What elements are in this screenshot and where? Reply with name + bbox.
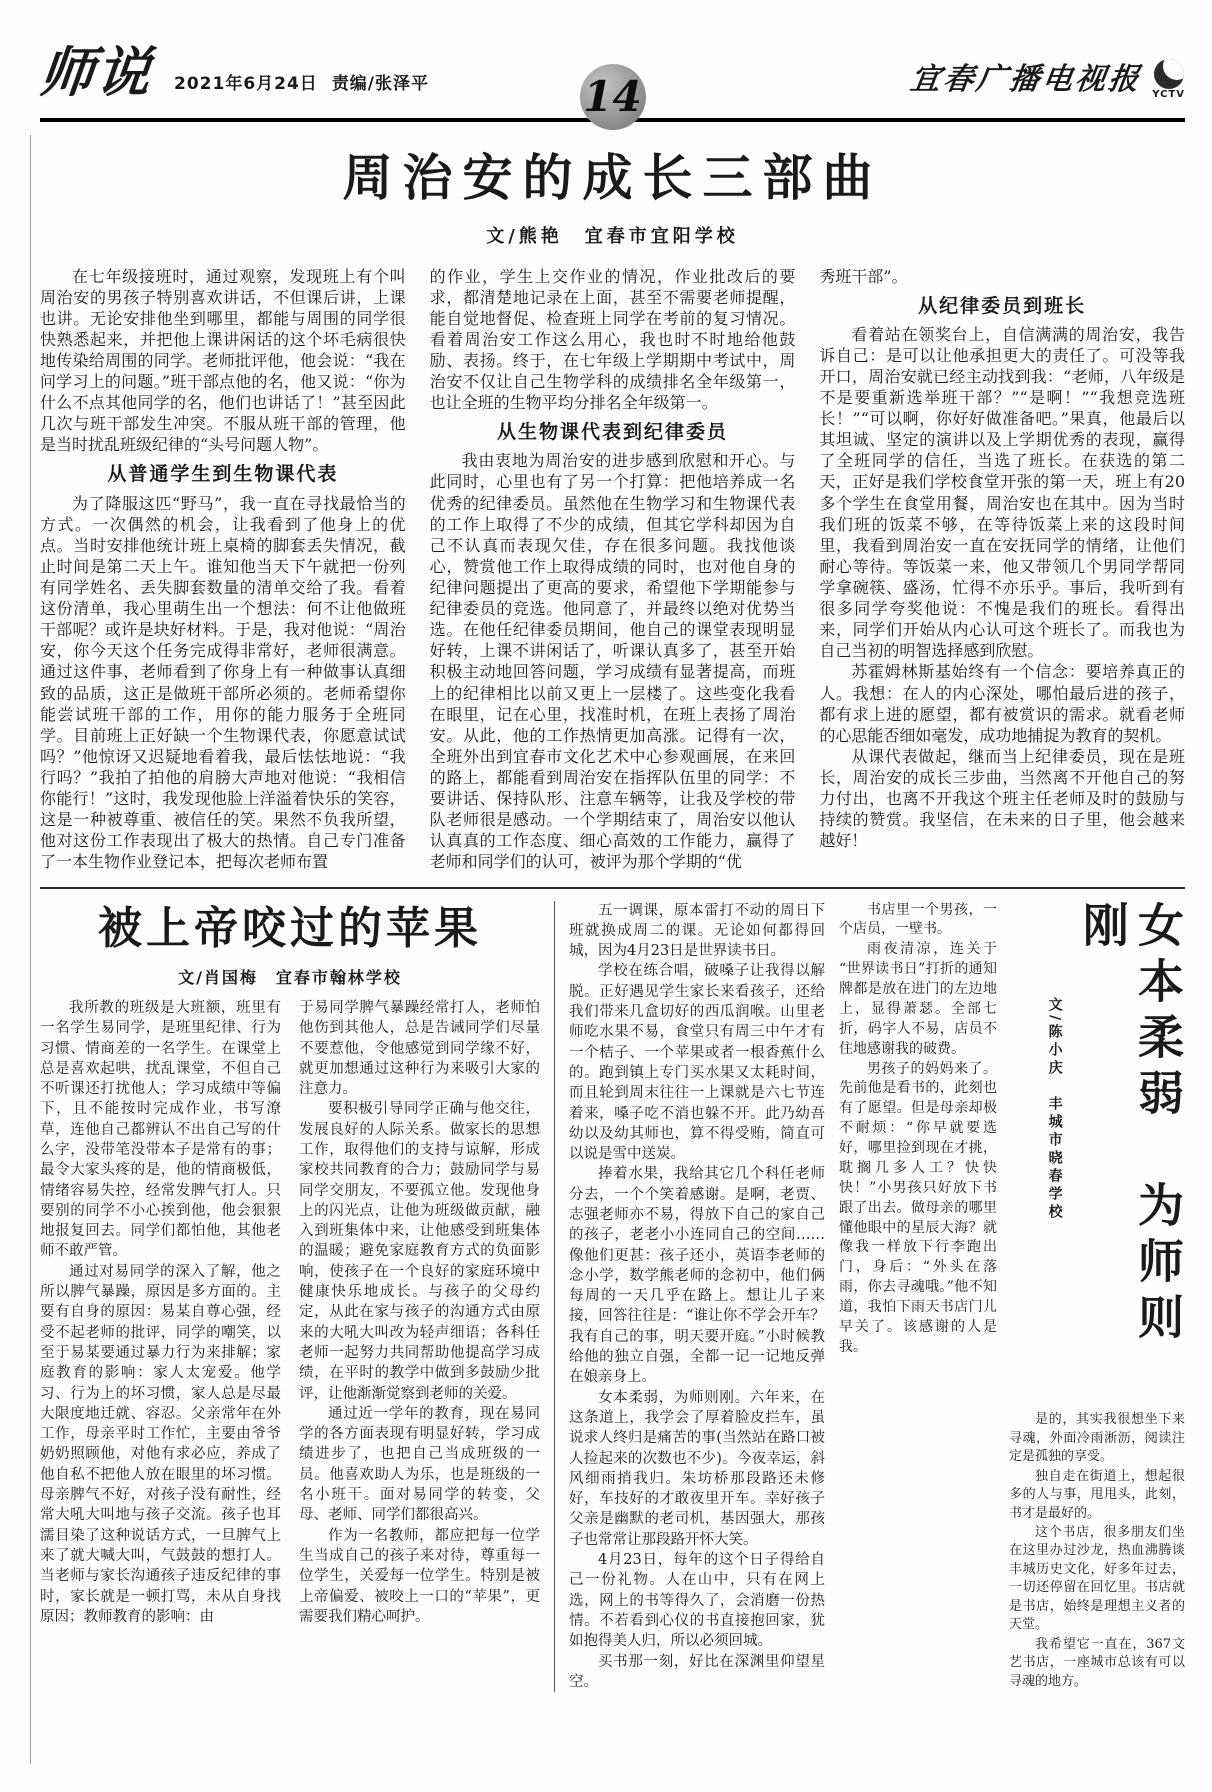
paragraph: 雨夜清凉，连关于“世界读书日”打折的通知牌都是放在进门的左边地上，显得萧瑟。全部七折，码字人不易，店员不住地感谢我的破费。 <box>839 941 997 1057</box>
article1-column-3 <box>819 266 1185 873</box>
paragraph: 4月23日，每年的这个日子得给自己一份礼物。人在山中，只有在网上选，网上的书等得久了，会消磨一份热情。不若看到心仪的书直接抱回家，犹如抱得美人归，所以必须回城。 <box>569 1552 825 1650</box>
article1-title: 周治安的成长三部曲 <box>342 149 883 207</box>
paper-name: 宜春广播电视报 <box>908 62 1145 97</box>
paragraph: 我由衷地为周治安的进步感到欣慰和开心。与此同时，心里也有了另一个打算：把他培养成一名优秀的纪律委员。虽然他在生物学习和生物课代表的工作上取得了不少的成绩，但其它学科却因为自己不认真而表现欠佳，存在很多问题。我找他谈心，赞赏他工作上取得成绩的同时，也对他自身的纪律问题提出了更高的要求，希望他下学期能参与纪律委员的竞选。他同意了，并最终以绝对优势当选。在他任纪律委员期间，他自己的课堂表现明显好转，上课不讲闲话了，听课认真多了，甚至开始积极主动地回答问题，学习成绩有显著提高，而班上的纪律相比以前又更上一层楼了。这些变化我看在眼里，记在心里，找准时机，在班上表扬了周治安。从此，他的工作热情更加高涨。记得有一次，全班外出到宜春市文化艺术中心参观画展，在来回的路上，都能看到周治安在指挥队伍里的同学：不要讲话、保持队形、注意车辆等，让我及学校的带队老师很是感动。一个学期结束了，周治安以他认认真真的工作态度、细心高效的工作能力，赢得了老师和同学们的认可，被评为那个学期的“优 <box>429 451 796 872</box>
article3-byline-vertical: 文/陈小庆 丰城市晓春学校 <box>1046 996 1063 1222</box>
article1-byline: 文/熊艳 宜春市宜阳学校 <box>486 225 739 247</box>
paragraph: 通过近一学年的教育，现在易同学的各方面表现有明显好转，学习成绩进步了，也把自己当成班级的一员。他喜欢助人为乐，也是班级的一名小班干。面对易同学的转变，父母、老师、同学们都很高兴。 <box>299 1405 540 1524</box>
yctv-logo <box>1152 59 1185 100</box>
section-heading: 从普通学生到生物课代表 <box>107 463 339 486</box>
article3-column-2 <box>839 901 997 1693</box>
article2-column-1 <box>40 998 281 1627</box>
paragraph: 买书那一刻，好比在深渊里仰望星空。 <box>569 1653 825 1690</box>
section-heading: 从生物课代表到纪律委员 <box>497 421 729 444</box>
article-soft-woman-strong-teacher <box>569 901 1185 1693</box>
paragraph: 独自走在街道上，想起很多的人与事，甩甩头，此刻，书才是最好的。 <box>1009 1468 1185 1521</box>
dateline <box>174 69 443 94</box>
bottom-section <box>40 901 1185 1693</box>
article3-right-block <box>1009 901 1185 1693</box>
article3-title-vertical: 女本柔弱 为师则刚 <box>1075 900 1185 1349</box>
logo-text: YCTV <box>1152 89 1185 100</box>
article2-column-2 <box>299 998 540 1627</box>
paragraph: 男孩子的妈妈来了。先前他是看书的，此刻也有了愿望。但是母亲却极不耐烦：“你早就要选好，哪里捡到现在才挑，耽搁几多人工？快快快！”小男孩只好放下书跟了出去。做母亲的哪里懂他眼中的星辰大海？就像我一样放下行李跑出门，身后：“外头在落雨，你去寻魂哦。”他不知道，我怕下雨天书店门儿早关了。该感谢的人是我。 <box>839 1060 997 1355</box>
paragraph: 通过对易同学的深入了解，他之所以脾气暴躁，原因是多方面的。主要有自身的原因：易某自尊心强，经受不起老师的批评，同学的嘲笑，以至于易某要通过暴力行为来排解；家庭教育的影响：家人太宠爱。他学习、行为上的坏习惯，家人总是尽最大限度地迁就、容忍。父亲常年在外工作，母亲平时工作忙，主要由爷爷奶奶照顾他，对他有求必应，养成了他自私不把他人放在眼里的坏习惯。母亲脾气不好，对孩子没有耐性，经常大吼大叫地与孩子交流。孩子也耳濡目染了这种说话方式，一旦脾气上来了就大喊大叫，气鼓鼓的想打人。当老师与家长沟通孩子违反纪律的事时，家长就是一顿打骂，未从自身找原因；教师教育的影响：由 <box>40 1263 281 1625</box>
paragraph: 我所教的班级是大班额，班里有一名学生易同学，是班里纪律、行为习惯、情商差的一名学生。在课堂上总是喜欢起哄，扰乱课堂，不但自己不听课还打扰他人；学习成绩中等偏下，且不能按时完成作业，书写潦草，连他自己都辨认不出自己写的什么字，没带笔没带本子是常有的事；最令大家头疼的是，他的情商极低，情绪容易失控，经常发脾气打人。只要别的同学不小心挨到他，他会狠狠地报复回去。同学们都怕他，其他老师不敢严管。 <box>40 999 281 1260</box>
article3-column-1 <box>569 901 825 1693</box>
crescent-moon-icon <box>1154 59 1184 89</box>
paragraph: 秀班干部”。 <box>819 266 908 286</box>
paragraph: 五一调课，原本雷打不动的周日下班就换成周二的课。无论如何都得回城，因为4月23日是世界读书日。 <box>569 902 825 960</box>
article2-byline: 文/肖国梅 宜春市翰林学校 <box>178 967 402 987</box>
editor-text: 责编/张泽平 <box>331 74 430 94</box>
article1-column-1 <box>40 266 406 873</box>
paragraph: 作为一名教师，都应把每一位学生当成自己的孩子来对待，尊重每一位学生，关爱每一位学生。特别是被上帝偏爱、被咬上一口的“苹果”，更需要我们精心呵护。 <box>299 1527 540 1625</box>
paragraph: 看着站在领奖台上，自信满满的周治安，我告诉自己：是可以让他承担更大的责任了。可没等我开口，周治安就已经主动找到我：“老师，八年级是不是要重新选举班干部？”“是啊！”“我想竞选班长！”“可以啊，你好好做准备吧。”果真，他最后以其坦诚、坚定的演讲以及上学期优秀的表现，赢得了全班同学的信任，当选了班长。在获选的第二天，正好是我们学校食堂开张的第一天，班上有20多个学生在食堂用餐，周治安也在其中。因为当时我们班的饭菜不够，在等待饭菜上来的这段时间里，我看到周治安一直在安抚同学的情绪，让他们耐心等待。等饭菜一来，他又带领几个男同学帮同学拿碗筷、盛汤，忙得不亦乐乎。事后，我听到有很多同学夸奖他说：不愧是我们的班长。看得出来，同学们开始从内心认可这个班长了。而我也为自己当初的明智选择感到欣慰。 <box>819 324 1186 661</box>
page-header <box>36 41 1185 136</box>
paragraph: 从课代表做起，继而当上纪律委员，现在是班长，周治安的成长三步曲，当然离不开他自己的努力付出，也离不开我这个班主任老师及时的鼓励与持续的赞赏。我坚信，在未来的日子里，他会越来越好！ <box>819 746 1186 851</box>
paragraph: 学校在练合唱，破嗓子让我得以解脱。正好遇见学生家长来看孩子，还给我们带来几盒切好的西瓜润喉。山里老师吃水果不易，食堂只有周三中午才有一个桔子、一个苹果或者一根香蕉什么的。跑到镇上专门买水果又太耗时间，而且轮到周末往往一上课就是六七节连着来，嗓子吃不消也躲不开。此乃幼吾幼以及幼其师也，算不得受贿，简直可以说是雪中送炭。 <box>569 963 825 1163</box>
article-growth-trilogy <box>40 150 1185 873</box>
article3-column-3 <box>1009 1411 1185 1692</box>
paragraph: 捧着水果，我给其它几个科任老师分去，一个个笑着感谢。是啊，老贾、志强老师亦不易，得放下自己的家自己的孩子，老老小小连同自己的空间……像他们更甚：孩子还小，英语李老师的念小学，数学熊老师的念初中，他们俩每周的一天几乎在路上。想让儿子来接，回答往往是：“谁让你不学会开车？我有自己的事，明天要开庭。”小时候教给他的独立自强，全都一记一记地反弹在娘亲身上。 <box>569 1166 825 1386</box>
article2-title: 被上帝咬过的苹果 <box>98 902 482 954</box>
page-number: 14 <box>583 72 642 121</box>
paragraph: 女本柔弱，为师则刚。六年来，在这条道上，我学会了厚着脸皮拦车，虽说求人终归是痛苦的事(当然站在路口被人捡起来的次数也不少)。今夜幸运，斜风细雨捎我归。朱坊桥那段路还未修好，车技好的才敢夜里开车。幸好孩子父亲是幽默的老司机，基因强大，那孩子也常常让那段路开怀大笑。 <box>569 1389 825 1548</box>
masthead: 师说 <box>36 41 156 104</box>
article1-column-2 <box>430 266 796 873</box>
paragraph: 是的，其实我很想坐下来寻魂，外面冷雨淅沥，阅读注定是孤独的享受。 <box>1009 1412 1185 1465</box>
paragraph: 在七年级接班时，通过观察，发现班上有个叫周治安的男孩子特别喜欢讲话，不但课后讲，上课也讲。无论安排他坐到哪里，都能与周围的同学很快熟悉起来，并把他上课讲闲话的这个坏毛病很快地传染给周围的同学。老师批评他，他会说：“我在问学习上的问题。”班干部点他的名，他又说：“你为什么不点其他同学的名，他们也讲话了！”甚至因此几次与班干部发生冲突。不服从班干部的管理，他是当时扰乱班级纪律的“头号问题人物”。 <box>40 266 406 455</box>
page-number-badge <box>580 64 646 130</box>
paragraph: 书店里一个男孩，一个店员，一壁书。 <box>839 901 997 938</box>
paragraph: 这个书店，很多朋友们坐在这里办过沙龙，热血沸腾谈丰城历史文化，好多年过去，一切还停留在回忆里。书店就是书店，始终是理想主义者的天堂。 <box>1009 1525 1185 1633</box>
section-divider-rule <box>40 887 1185 889</box>
paragraph: 我希望它一直在，367文艺书店，一座城市总该有可以寻魂的地方。 <box>1009 1636 1185 1689</box>
date-text: 2021年6月24日 <box>174 74 318 94</box>
paragraph: 苏霍姆林斯基始终有一个信念：要培养真正的人。我想：在人的内心深处，哪怕最后进的孩子，都有求上进的愿望，都有被赏识的需求。就看老师的心思能否细如毫发，成功地捕捉为教育的契机。 <box>819 662 1186 745</box>
paragraph: 为了降服这匹“野马”，我一直在寻找最恰当的方式。一次偶然的机会，让我看到了他身上的优点。当时安排他统计班上桌椅的脚套丢失情况，截止时间是第二天上午。谁知他当天下午就把一份列有同学姓名、丢失脚套数量的清单交给了我。看着这份清单，我心里萌生出一个想法：何不让他做班干部呢？或许是块好材料。于是，我对他说：“周治安，你今天这个任务完成得非常好，老师很满意。通过这件事，老师看到了你身上有一种做事认真细致的品质，这正是做班干部所必须的。老师希望你能尝试班干部的工作，用你的能力服务于全班同学。目前班上正好缺一个生物课代表，你愿意试试吗？”他惊讶又迟疑地看着我，最后怯怯地说：“我行吗？”我拍了拍他的肩膀大声地对他说：“我相信你能行！”这时，我发现他脸上洋溢着快乐的笑容，这是一种被尊重、被信任的笑。果然不负我所望，他对这份工作表现出了极大的热情。自己专门准备了一本生物作业登记本，把每次老师布置 <box>40 493 406 872</box>
left-margin-rule <box>30 135 31 1764</box>
paragraph: 要积极引导同学正确与他交往，发展良好的人际关系。做家长的思想工作，取得他们的支持与谅解，形成家校共同教育的合力；鼓励同学与易同学交朋友，不要孤立他。发现他身上的闪光点，让他为班级做贡献，融入到班集体中来，让他感受到班集体的温暖；避免家庭教育方式的负面影响，使孩子在一个良好的家庭环境中健康快乐地成长。与孩子的父母约定，从此在家与孩子的沟通方式由原来的大吼大叫改为轻声细语；各科任老师一起努力共同帮助他提高学习成绩，在平时的教学中做到多鼓励少批评，让他渐渐觉察到老师的关爱。 <box>299 1101 540 1402</box>
paragraph: 的作业，学生上交作业的情况，作业批改后的要求，都清楚地记录在上面，甚至不需要老师提醒，能自觉地督促、检查班上同学在考前的复习情况。看着周治安工作这么用心，我也时不时地给他鼓励、表扬。终于，在七年级上学期期中考试中，周治安不仅让自己生物学科的成绩排名全年级第一，也让全班的生物平均分排名全年级第一。 <box>429 266 796 413</box>
article-bitten-apple <box>40 901 540 1693</box>
vertical-divider-rule <box>554 901 555 1693</box>
paragraph: 于易同学脾气暴躁经常打人，老师怕他伤到其他人，总是告诫同学们尽量不要惹他，令他感觉到同学缘不好，就更加想通过这种行为来吸引大家的注意力。 <box>299 999 540 1098</box>
section-heading: 从纪律委员到班长 <box>918 294 1087 317</box>
